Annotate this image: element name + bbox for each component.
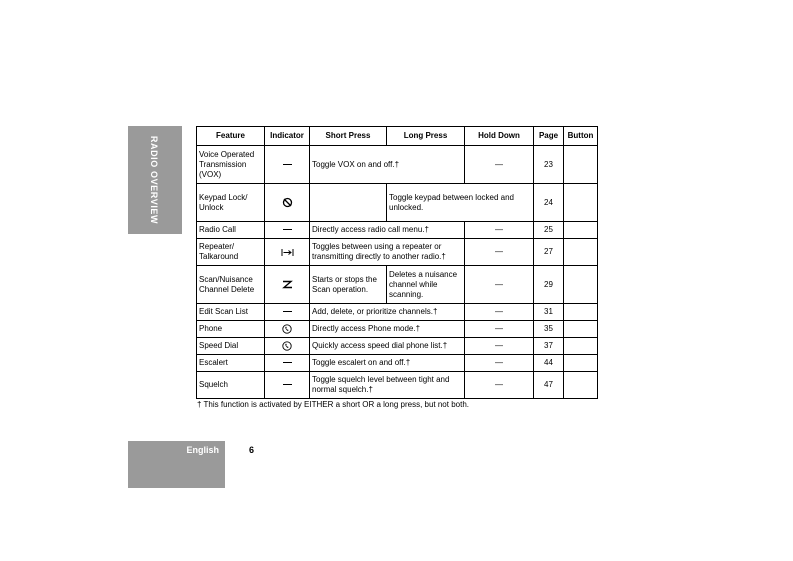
feature-cell: Edit Scan List — [197, 304, 265, 321]
table-row — [197, 146, 598, 184]
indicator-cell — [265, 266, 310, 304]
short-press-cell: Toggle squelch level between tight and normal squelch.† — [310, 372, 465, 399]
header-long-press: Long Press — [387, 127, 465, 146]
button-cell — [564, 239, 598, 266]
button-cell — [564, 304, 598, 321]
phone-icon — [282, 324, 292, 334]
short-press-cell: Directly access Phone mode.† — [310, 321, 465, 338]
feature-cell: Phone — [197, 321, 265, 338]
hold-down-cell: — — [465, 338, 534, 355]
hold-down-cell: — — [465, 372, 534, 399]
table-row — [197, 239, 598, 266]
feature-cell: Voice Operated Transmission (VOX) — [197, 146, 265, 184]
page-number: 6 — [249, 445, 255, 455]
short-press-cell: Directly access radio call menu.† — [310, 222, 465, 239]
page-cell: 31 — [534, 304, 564, 321]
table-row — [197, 266, 598, 304]
page-cell: 47 — [534, 372, 564, 399]
table-row — [197, 222, 598, 239]
feature-cell: Escalert — [197, 355, 265, 372]
footnote: † This function is activated by EITHER a short OR a long press, but not both. — [197, 400, 469, 409]
scan-icon — [281, 280, 294, 289]
hold-down-cell: — — [465, 355, 534, 372]
dash-icon — [283, 164, 292, 165]
header-hold-down: Hold Down — [465, 127, 534, 146]
indicator-cell — [265, 338, 310, 355]
indicator-cell — [265, 355, 310, 372]
button-cell — [564, 338, 598, 355]
short-press-cell: Toggle escalert on and off.† — [310, 355, 465, 372]
short-press-cell: Toggles between using a repeater or transmitting directly to another radio.† — [310, 239, 465, 266]
table-header-row — [197, 127, 598, 146]
indicator-cell — [265, 146, 310, 184]
page-cell: 27 — [534, 239, 564, 266]
page-cell: 37 — [534, 338, 564, 355]
feature-cell: Radio Call — [197, 222, 265, 239]
dash-icon — [283, 362, 292, 363]
table-row — [197, 338, 598, 355]
hold-down-cell: — — [465, 266, 534, 304]
indicator-cell — [265, 239, 310, 266]
phone-icon — [282, 341, 292, 351]
header-indicator: Indicator — [265, 127, 310, 146]
section-tab-label: RADIO OVERVIEW — [149, 135, 159, 225]
indicator-cell — [265, 222, 310, 239]
table-row — [197, 304, 598, 321]
short-press-cell — [310, 184, 387, 222]
indicator-cell — [265, 372, 310, 399]
footer-language-box — [128, 441, 225, 488]
page-cell: 23 — [534, 146, 564, 184]
button-cell — [564, 184, 598, 222]
header-button: Button — [564, 127, 598, 146]
table-row — [197, 355, 598, 372]
page-cell: 44 — [534, 355, 564, 372]
button-cell — [564, 355, 598, 372]
long-press-cell: Deletes a nuisance channel while scanning. — [387, 266, 465, 304]
feature-cell: Keypad Lock/ Unlock — [197, 184, 265, 222]
footer-language: English — [186, 445, 219, 455]
short-press-cell: Quickly access speed dial phone list.† — [310, 338, 465, 355]
feature-cell: Squelch — [197, 372, 265, 399]
hold-down-cell: — — [465, 222, 534, 239]
header-page: Page — [534, 127, 564, 146]
button-cell — [564, 266, 598, 304]
button-cell — [564, 222, 598, 239]
hold-down-cell: — — [465, 304, 534, 321]
page-cell: 29 — [534, 266, 564, 304]
table-row — [197, 184, 598, 222]
button-cell — [564, 321, 598, 338]
short-press-cell: Add, delete, or prioritize channels.† — [310, 304, 465, 321]
talkaround-icon — [281, 248, 294, 257]
long-press-cell: Toggle keypad between locked and unlocked. — [387, 184, 534, 222]
feature-cell: Scan/Nuisance Channel Delete — [197, 266, 265, 304]
feature-cell: Speed Dial — [197, 338, 265, 355]
keypad-lock-icon — [282, 197, 293, 208]
dash-icon — [283, 229, 292, 230]
hold-down-cell: — — [465, 321, 534, 338]
header-feature: Feature — [197, 127, 265, 146]
indicator-cell — [265, 321, 310, 338]
hold-down-cell: — — [465, 239, 534, 266]
indicator-cell — [265, 304, 310, 321]
short-press-cell: Starts or stops the Scan operation. — [310, 266, 387, 304]
table-row — [197, 372, 598, 399]
page-cell: 35 — [534, 321, 564, 338]
hold-down-cell: — — [465, 146, 534, 184]
page-cell: 25 — [534, 222, 564, 239]
button-cell — [564, 372, 598, 399]
button-cell — [564, 146, 598, 184]
table-row — [197, 321, 598, 338]
dash-icon — [283, 384, 292, 385]
feature-cell: Repeater/ Talkaround — [197, 239, 265, 266]
header-short-press: Short Press — [310, 127, 387, 146]
indicator-cell — [265, 184, 310, 222]
feature-table — [196, 126, 598, 399]
page-cell: 24 — [534, 184, 564, 222]
short-press-cell: Toggle VOX on and off.† — [310, 146, 465, 184]
dash-icon — [283, 311, 292, 312]
